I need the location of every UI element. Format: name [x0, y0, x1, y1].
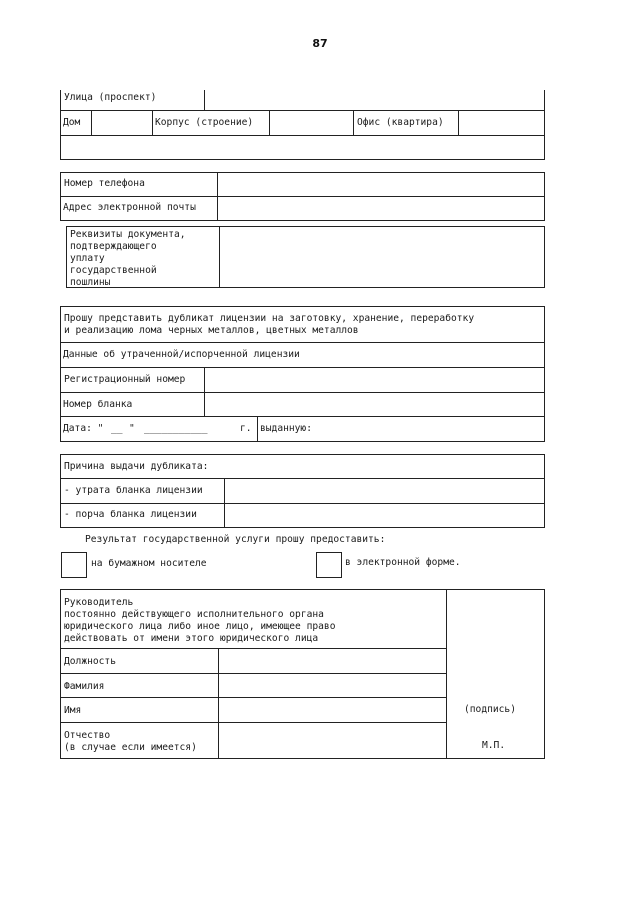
head-text-line-3: юридического лица либо иное лицо, имеющее право — [64, 621, 336, 632]
patronymic-label-line-1: Отчество — [64, 730, 111, 741]
request-text-line-1: Прошу представить дубликат лицензии на заготовку, хранение, переработку — [64, 313, 475, 324]
email-label: Адрес электронной почты — [63, 202, 196, 213]
position-label: Должность — [64, 656, 116, 667]
head-text-line-2: постоянно действующего исполнительного органа — [64, 609, 324, 620]
street-field[interactable] — [205, 90, 543, 110]
lost-license-label: Данные об утраченной/испорченной лицензии — [63, 349, 300, 360]
office-field[interactable] — [459, 111, 543, 134]
head-text-line-1: Руководитель — [64, 597, 134, 608]
position-field[interactable] — [219, 649, 445, 672]
reason-lost-field[interactable] — [225, 479, 543, 502]
head-text-line-4: действовать от имени этого юридического лица — [64, 633, 319, 644]
payment-label-line-3: уплату — [70, 253, 105, 264]
building-label: Корпус (строение) — [155, 117, 254, 128]
page-number: 87 — [312, 37, 328, 50]
form-number-field[interactable] — [205, 393, 543, 415]
date-year-label: г. — [240, 423, 252, 434]
name-label: Имя — [64, 705, 82, 716]
reg-number-field[interactable] — [205, 368, 543, 391]
paper-option-label: на бумажном носителе — [91, 558, 207, 569]
building-field[interactable] — [270, 111, 352, 134]
issued-label: выданную: — [260, 423, 312, 434]
date-prefix: Дата: " — [63, 423, 104, 434]
patronymic-field[interactable] — [219, 723, 445, 757]
patronymic-label-line-2: (в случае если имеется) — [64, 742, 197, 753]
paper-checkbox[interactable] — [61, 552, 87, 578]
form-number-label: Номер бланка — [63, 399, 133, 410]
payment-label-line-1: Реквизиты документа, — [70, 229, 186, 240]
address-extra-field[interactable] — [61, 136, 543, 158]
surname-field[interactable] — [219, 674, 445, 696]
reason-damaged-field[interactable] — [225, 504, 543, 526]
reason-damaged-label: - порча бланка лицензии — [64, 509, 197, 520]
payment-label-line-4: государственной — [70, 265, 157, 276]
office-label: Офис (квартира) — [357, 117, 444, 128]
phone-label: Номер телефона — [64, 178, 145, 189]
payment-label-line-2: подтверждающего — [70, 241, 157, 252]
payment-label-line-5: пошлины — [70, 277, 111, 287]
electronic-checkbox[interactable] — [316, 552, 342, 578]
name-field[interactable] — [219, 698, 445, 721]
payment-field[interactable] — [220, 227, 543, 286]
electronic-option-label: в электронной форме. — [345, 557, 461, 568]
date-quote: " — [129, 423, 135, 434]
request-text-line-2: и реализацию лома черных металлов, цветных металлов — [64, 325, 359, 336]
phone-field[interactable] — [218, 173, 543, 195]
signature-field[interactable] — [447, 590, 543, 700]
reason-lost-label: - утрата бланка лицензии — [64, 485, 203, 496]
stamp-label: М.П. — [482, 740, 506, 751]
reason-title: Причина выдачи дубликата: — [64, 461, 209, 472]
house-field[interactable] — [92, 111, 151, 134]
result-title: Результат государственной услуги прошу предоставить: — [85, 534, 386, 545]
date-day-blank[interactable]: __ — [111, 423, 123, 434]
signature-label: (подпись) — [464, 704, 516, 715]
house-label: Дом — [63, 117, 81, 128]
surname-label: Фамилия — [64, 681, 105, 692]
reg-number-label: Регистрационный номер — [64, 374, 186, 385]
email-field[interactable] — [218, 197, 543, 219]
date-month-blank[interactable]: ___________ — [144, 423, 208, 434]
street-label: Улица (проспект) — [64, 92, 157, 103]
